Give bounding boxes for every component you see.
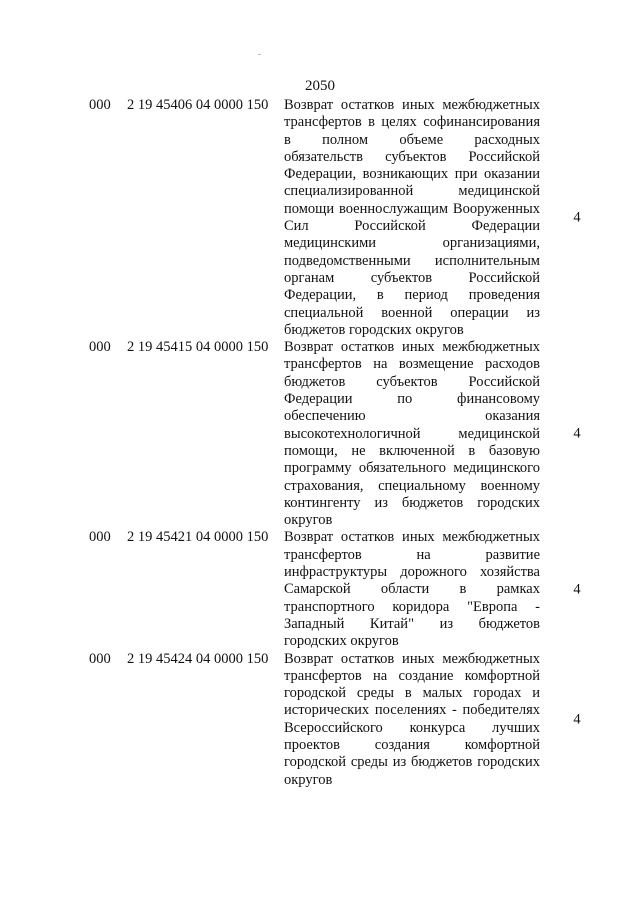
description-line: бюджетов городских округов <box>284 321 464 338</box>
description-line: Федерации, возникающих при оказании <box>284 166 540 183</box>
description-line: исторических поселениях - победителях <box>284 702 540 719</box>
description-line: бюджетов субъектов Российской <box>284 373 540 390</box>
description-line: транспортного коридора "Европа - <box>284 598 540 615</box>
row-value: 4 <box>573 209 581 226</box>
table-row <box>0 651 640 789</box>
description-line: округов <box>284 771 333 788</box>
description-line: Всероссийского конкурса лучших <box>284 719 540 736</box>
description-line: городских округов <box>284 633 399 650</box>
budget-classification-code: 2 19 45421 04 0000 150 <box>127 529 269 546</box>
description-line: трансфертов в целях софинансирования <box>284 114 540 131</box>
description-line: городской среды из бюджетов городских <box>284 754 540 771</box>
description-line: программу обязательного медицинского <box>284 460 540 477</box>
row-description <box>284 97 540 339</box>
description-line: подведомственными исполнительным <box>284 252 540 269</box>
description-line: Федерации, в период проведения <box>284 287 540 304</box>
description-line: Федерации по финансовому <box>284 391 540 408</box>
description-line: Сил Российской Федерации <box>284 218 540 235</box>
row-value: 4 <box>573 425 581 442</box>
description-line: специализированной медицинской <box>284 183 540 200</box>
description-line: проектов создания комфортной <box>284 736 540 753</box>
page-number: 2050 <box>305 78 335 94</box>
row-value: 4 <box>573 711 581 728</box>
row-value: 4 <box>573 581 581 598</box>
row-description <box>284 529 540 650</box>
admin-code: 000 <box>89 529 111 546</box>
description-line: Западный Китай" из бюджетов <box>284 615 540 632</box>
table-row <box>0 529 640 650</box>
description-line: в полном объеме расходных <box>284 131 540 148</box>
description-line: контингенту из бюджетов городских <box>284 494 540 511</box>
description-line: трансфертов на возмещение расходов <box>284 356 540 373</box>
description-line: Возврат остатков иных межбюджетных <box>284 529 540 546</box>
scan-speck <box>258 54 261 55</box>
description-line: обеспечению оказания <box>284 408 540 425</box>
budget-classification-code: 2 19 45406 04 0000 150 <box>127 97 269 113</box>
description-line: городской среды в малых городах и <box>284 685 540 702</box>
row-description <box>284 651 540 789</box>
table-row <box>0 339 640 529</box>
description-line: помощи, не включенной в базовую <box>284 442 540 459</box>
budget-classification-code: 2 19 45415 04 0000 150 <box>127 339 269 356</box>
description-line: помощи военнослужащим Вооруженных <box>284 200 540 217</box>
description-line: трансфертов на создание комфортной <box>284 667 540 684</box>
description-line: высокотехнологичной медицинской <box>284 425 540 442</box>
description-line: Самарской области в рамках <box>284 581 540 598</box>
description-line: инфраструктуры дорожного хозяйства <box>284 564 540 581</box>
description-line: обязательств субъектов Российской <box>284 148 540 165</box>
budget-codes-table <box>0 97 640 789</box>
admin-code: 000 <box>89 650 111 667</box>
description-line: страхования, специальному военному <box>284 477 540 494</box>
admin-code: 000 <box>89 339 111 356</box>
admin-code: 000 <box>89 97 111 113</box>
budget-classification-code: 2 19 45424 04 0000 150 <box>127 650 269 667</box>
description-line: медицинскими организациями, <box>284 235 540 252</box>
table-row <box>0 97 640 339</box>
description-line: округов <box>284 512 333 529</box>
description-line: Возврат остатков иных межбюджетных <box>284 650 540 667</box>
description-line: трансфертов на развитие <box>284 546 540 563</box>
description-line: Возврат остатков иных межбюджетных <box>284 339 540 356</box>
description-line: специальной военной операции из <box>284 304 540 321</box>
description-line: Возврат остатков иных межбюджетных <box>284 97 540 113</box>
row-description <box>284 339 540 529</box>
description-line: органам субъектов Российской <box>284 269 540 286</box>
